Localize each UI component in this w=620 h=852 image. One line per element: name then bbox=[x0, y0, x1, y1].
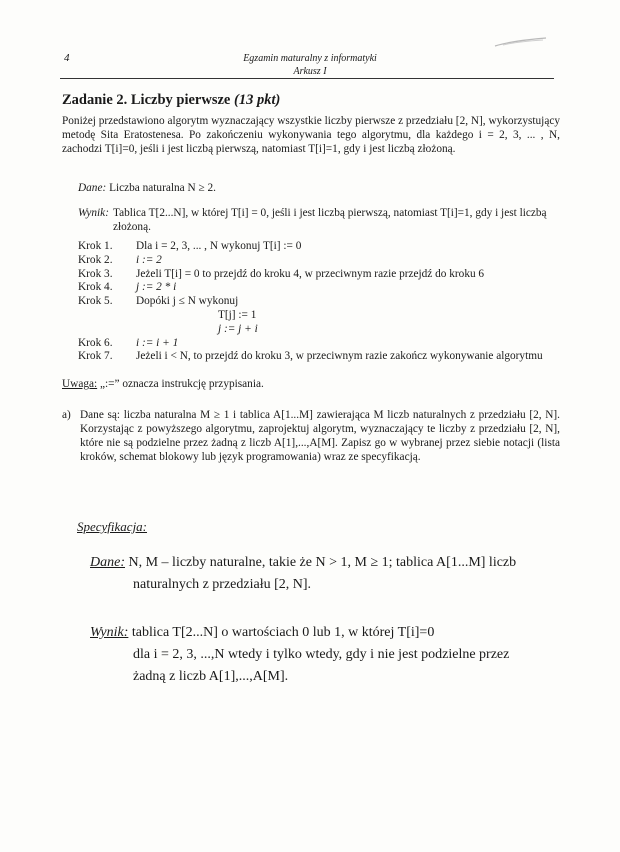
answer-wynik-text3: żadną z liczb A[1],...,A[M]. bbox=[133, 669, 289, 684]
note bbox=[62, 378, 264, 390]
step-row bbox=[78, 309, 620, 323]
step-label bbox=[78, 309, 136, 323]
step-text: Dopóki j ≤ N wykonuj bbox=[136, 295, 239, 308]
wynik-label: Wynik: bbox=[78, 207, 109, 219]
step-text: j := j + i bbox=[218, 322, 258, 335]
answer-output-spec bbox=[90, 622, 560, 688]
step-text: Dla i = 2, 3, ... , N wykonuj T[i] := 0 bbox=[136, 240, 302, 252]
step-row bbox=[78, 337, 620, 351]
step-text: Jeżeli T[i] = 0 to przejdź do kroku 4, w przeciwnym razie przejdź do kroku 6 bbox=[136, 267, 485, 280]
task-part-a bbox=[62, 408, 560, 464]
step-row bbox=[78, 254, 620, 268]
answer-wynik-line1 bbox=[90, 622, 560, 644]
step-text: Jeżeli i < N, to przejdź do kroku 3, w przeciwnym razie zakończ wykonywanie algorytmu bbox=[136, 350, 543, 363]
spec-heading: Specyfikacja: bbox=[77, 519, 148, 534]
algorithm-input bbox=[78, 182, 216, 194]
page-header bbox=[0, 52, 620, 78]
step-row bbox=[78, 281, 620, 295]
step-row bbox=[78, 323, 620, 337]
page-number: 4 bbox=[64, 52, 70, 64]
step-label: Krok 6. bbox=[78, 336, 113, 349]
algorithm-output bbox=[78, 206, 560, 234]
note-text: „:=” oznacza instrukcję przypisania. bbox=[99, 378, 264, 390]
answer-wynik-text2: dla i = 2, 3, ...,N wtedy i tylko wtedy, gdy i nie jest podzielne przez bbox=[133, 647, 510, 662]
step-row bbox=[78, 350, 620, 364]
dane-label: Dane: bbox=[78, 182, 107, 194]
step-label: Krok 1. bbox=[78, 240, 113, 252]
header-title-line1: Egzamin maturalny z informatyki bbox=[243, 53, 377, 64]
answer-input-spec bbox=[90, 552, 560, 596]
pencil-scribble bbox=[493, 36, 548, 48]
answer-dane-text2: naturalnych z przedziału [2, N]. bbox=[133, 577, 312, 592]
task-title-text: Zadanie 2. Liczby pierwsze bbox=[62, 92, 231, 108]
step-row bbox=[78, 240, 620, 254]
step-label: Krok 3. bbox=[78, 267, 113, 280]
header-title-line2: Arkusz I bbox=[293, 66, 327, 77]
step-row bbox=[78, 268, 620, 282]
step-text: i := i + 1 bbox=[136, 336, 179, 349]
step-text: j := 2 * i bbox=[136, 281, 177, 294]
algorithm-steps bbox=[78, 240, 620, 364]
part-a-text: Dane są: liczba naturalna M ≥ 1 i tablica A[1...M] zawierająca M liczb naturalnych z przedziału [2, N]. Korzystając z powyższego algorytmu, zaprojektuj algorytm, wyznaczający te liczby z przedziału [2, N], które nie są podzielne przez żadną z liczb A[1],...,A[M]. Zapisz go w wybranej przez siebie notacji (lista kroków, schemat blokowy lub język programowania) wraz ze specyfikacją. bbox=[80, 409, 560, 463]
step-label: Krok 2. bbox=[78, 253, 113, 266]
step-text: T[j] := 1 bbox=[218, 308, 257, 321]
step-label: Krok 7. bbox=[78, 350, 113, 363]
answer-wynik-text1: tablica T[2...N] o wartościach 0 lub 1, w której T[i]=0 bbox=[131, 625, 435, 640]
task-title bbox=[62, 92, 280, 109]
step-label: Krok 5. bbox=[78, 295, 113, 308]
answer-dane-text1: N, M – liczby naturalne, takie że N > 1, M ≥ 1; tablica A[1...M] liczb bbox=[128, 555, 517, 570]
header-rule bbox=[60, 78, 554, 79]
answer-dane-label: Dane: bbox=[90, 555, 125, 570]
answer-wynik-label: Wynik: bbox=[90, 625, 129, 640]
step-label: Krok 4. bbox=[78, 281, 113, 294]
task-intro: Poniżej przedstawiono algorytm wyznaczający wszystkie liczby pierwsze z przedziału [2, N], wykorzystujący metodę Sita Eratostenesa. Po zakończeniu wykonywania tego algorytmu, dla każdego i = 2, 3, ... , N, zachodzi T[i]=0, jeśli i jest liczbą pierwszą, natomiast T[i]=1, gdy i jest liczbą złożoną. bbox=[62, 115, 560, 155]
step-label bbox=[78, 323, 136, 337]
wynik-text: Tablica T[2...N], w której T[i] = 0, jeśli i jest liczbą pierwszą, natomiast T[i]=1, gdy i jest liczbą złożoną. bbox=[112, 207, 547, 233]
note-label: Uwaga: bbox=[62, 378, 98, 390]
answer-dane-line1 bbox=[90, 552, 560, 574]
part-a-letter: a) bbox=[62, 409, 71, 421]
step-row bbox=[78, 295, 620, 309]
dane-text: Liczba naturalna N ≥ 2. bbox=[109, 182, 216, 194]
step-text: i := 2 bbox=[136, 253, 162, 266]
task-points: (13 pkt) bbox=[233, 92, 281, 108]
